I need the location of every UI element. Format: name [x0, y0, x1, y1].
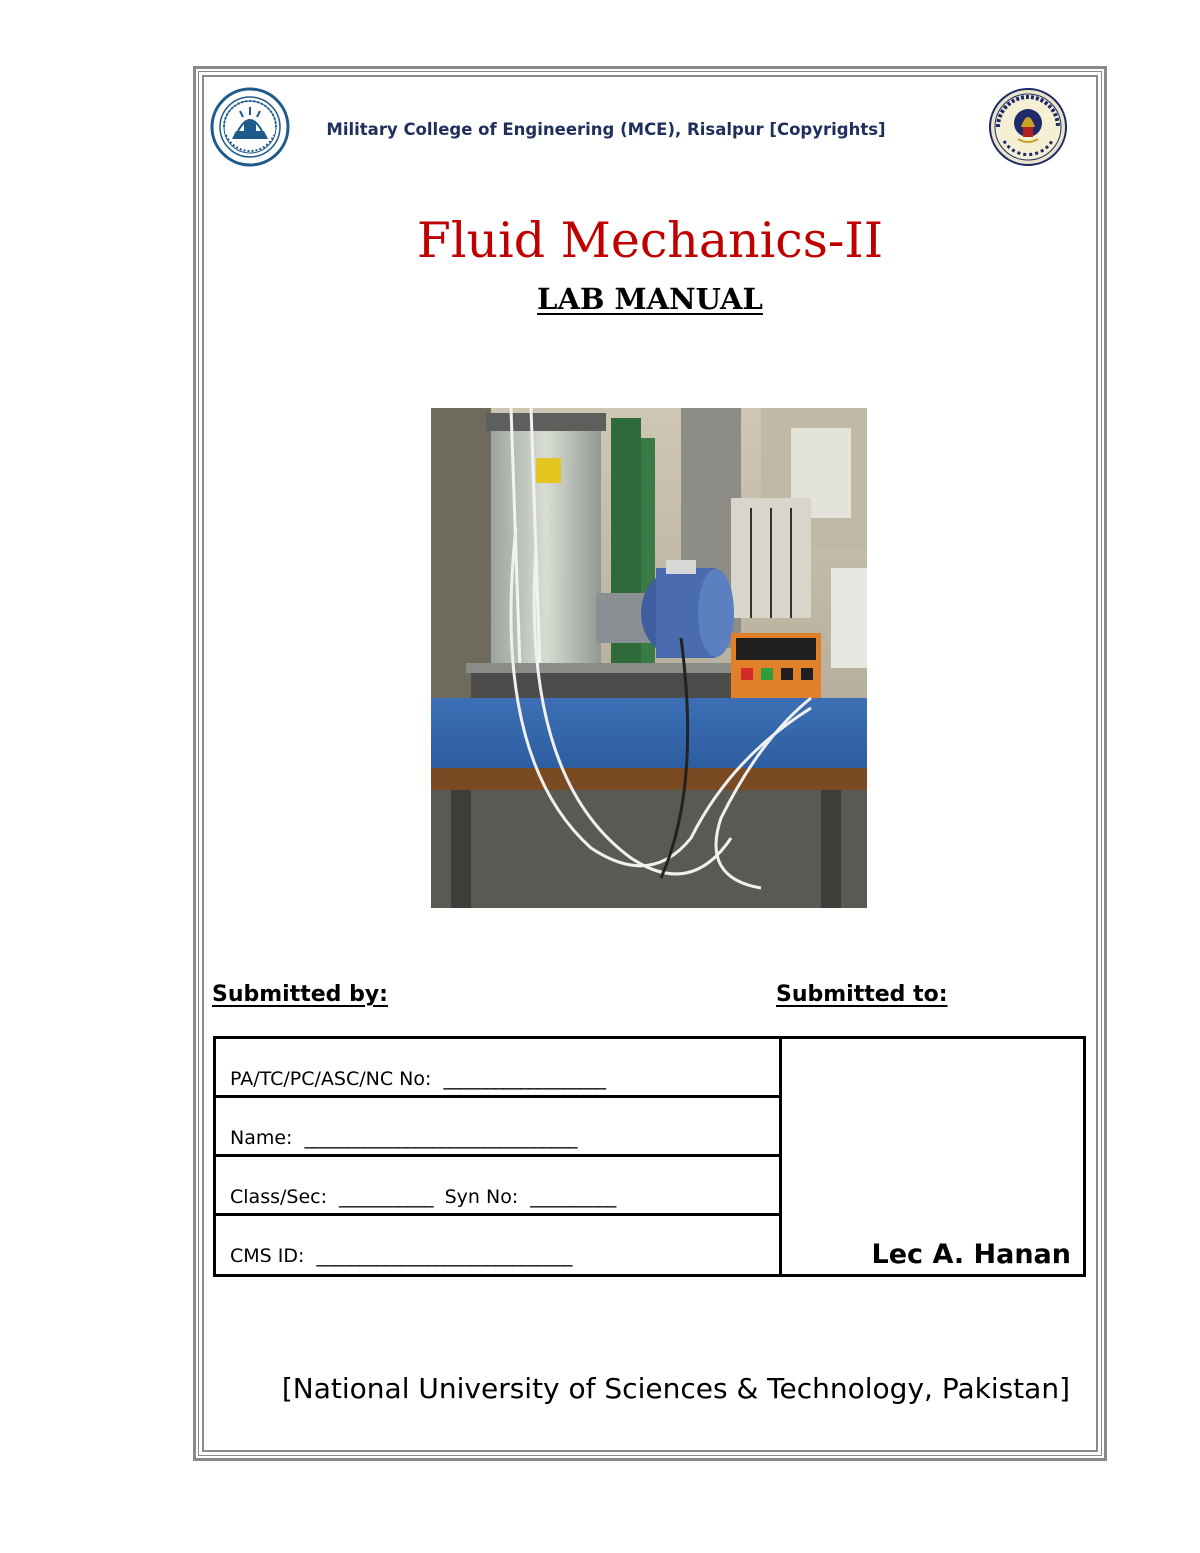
field-label: Class/Sec: — [230, 1186, 327, 1208]
nust-seal-icon — [210, 87, 290, 167]
field-pa-no[interactable] — [216, 1039, 779, 1098]
field-name[interactable] — [216, 1098, 779, 1157]
recipient-name: Lec A. Hanan — [871, 1239, 1071, 1270]
mce-crest-icon — [988, 87, 1068, 167]
field-blank: ______________________________ — [316, 1245, 572, 1267]
field-label: Name: — [230, 1127, 293, 1149]
submission-table — [213, 1036, 1086, 1277]
submitted-by-label: Submitted by: — [212, 982, 388, 1007]
field-blank: ________________________________ — [304, 1127, 577, 1149]
document-subtitle: LAB MANUAL — [537, 282, 763, 316]
field-label: CMS ID: — [230, 1245, 305, 1267]
submitted-to-label: Submitted to: — [776, 982, 948, 1007]
field-blank-syn: __________ — [530, 1186, 616, 1208]
field-cms-id[interactable] — [216, 1216, 779, 1275]
lab-equipment-photo — [431, 408, 867, 908]
field-blank: ___________ — [339, 1186, 433, 1208]
footer-university: [National University of Sciences & Technology, Pakistan] — [281, 1372, 1070, 1405]
document-title: Fluid Mechanics-II — [416, 212, 884, 269]
student-details — [216, 1039, 782, 1274]
field-blank: ___________________ — [443, 1068, 605, 1090]
field-class-sec[interactable] — [216, 1157, 779, 1216]
field-label-syn: Syn No: — [444, 1186, 519, 1208]
field-label: PA/TC/PC/ASC/NC No: — [230, 1068, 432, 1090]
header-institution: Military College of Engineering (MCE), Risalpur [Copyrights] — [326, 120, 886, 139]
